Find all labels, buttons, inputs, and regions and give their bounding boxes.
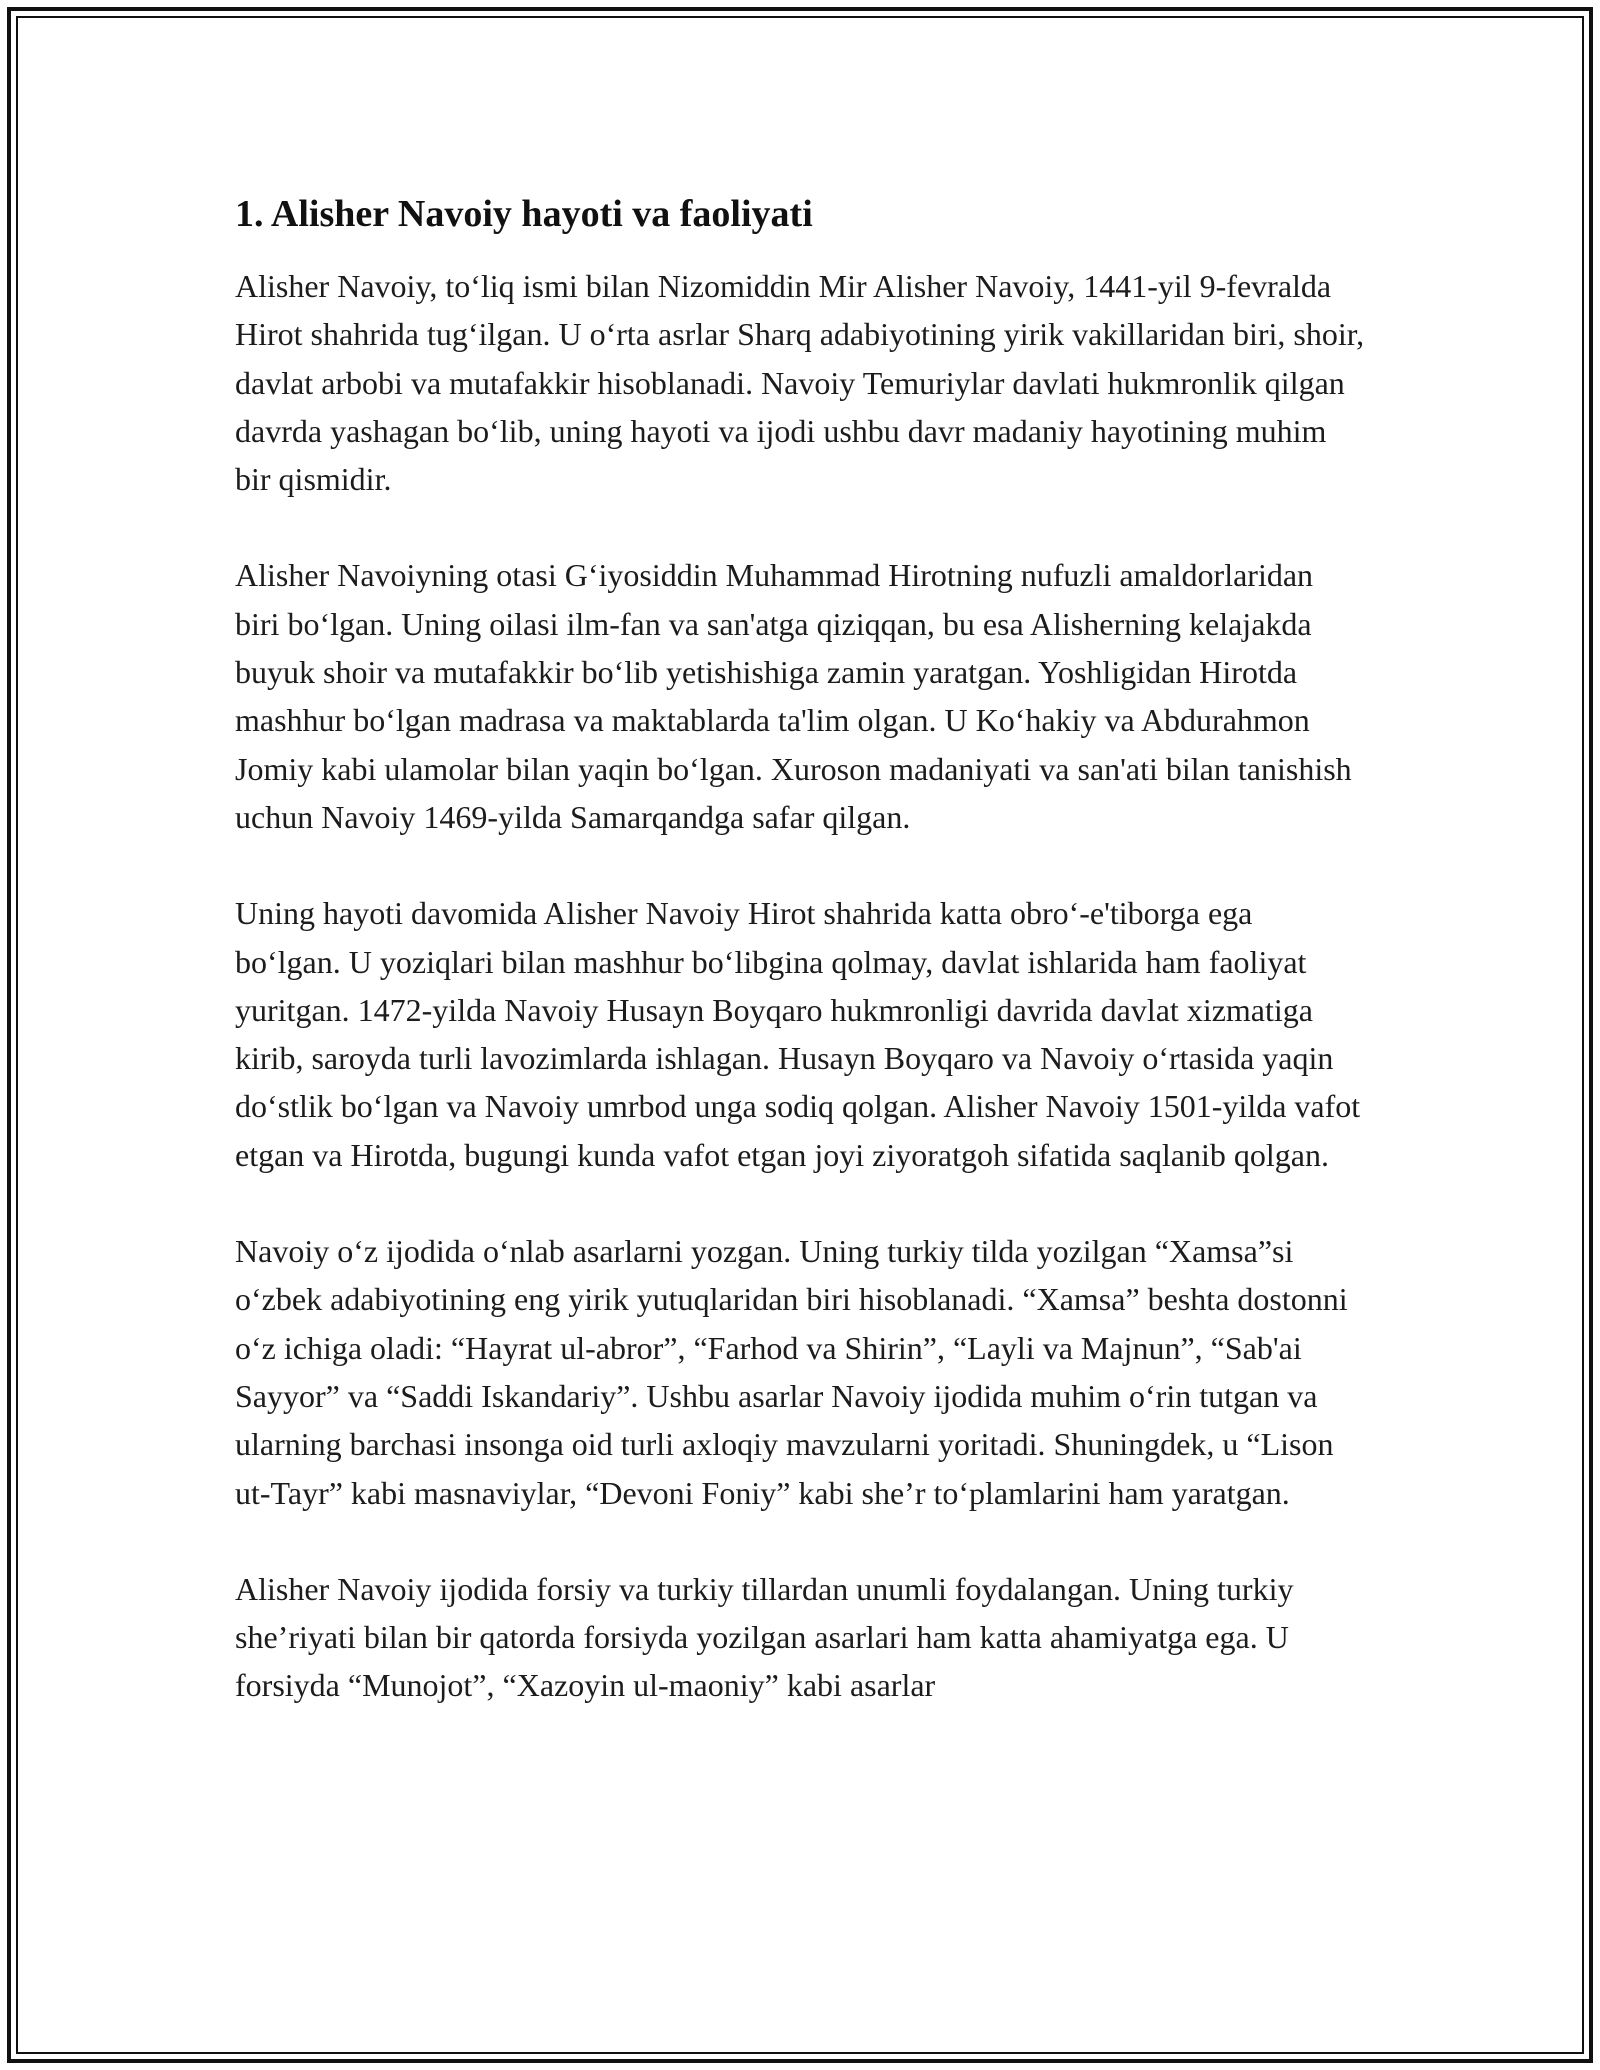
paragraph-1: Alisher Navoiy, to‘liq ismi bilan Nizomiddin Mir Alisher Navoiy, 1441-yil 9-fevralda Hirot shahrida tug‘ilgan. U o‘rta asrlar Sharq adabiyotining yirik vakillaridan biri, shoir, davlat arbobi va mutafakkir hisoblanadi. Navoiy Temuriylar davlati hukmronlik qilgan davrda yashagan bo‘lib, uning hayoti va ijodi ushbu davr madaniy hayotining muhim bir qismidir. bbox=[235, 268, 1365, 498]
document-body bbox=[235, 186, 1365, 1758]
section-title: 1. Alisher Navoiy hayoti va faoliyati bbox=[235, 193, 813, 235]
paragraph-2: Alisher Navoiyning otasi G‘iyosiddin Muhammad Hirotning nufuzli amaldorlaridan biri bo‘lgan. Uning oilasi ilm-fan va san'atga qiziqqan, bu esa Alisherning kelajakda buyuk shoir va mutafakkir bo‘lib yetishishiga zamin yaratgan. Yoshligidan Hirotda mashhur bo‘lgan madrasa va maktablarda ta'lim olgan. U Ko‘hakiy va Abdurahmon Jomiy kabi ulamolar bilan yaqin bo‘lgan. Xuroson madaniyati va san'ati bilan tanishish uchun Navoiy 1469-yilda Samarqandga safar qilgan. bbox=[235, 557, 1352, 835]
paragraph-3: Uning hayoti davomida Alisher Navoiy Hirot shahrida katta obro‘-e'tiborga ega bo‘lgan. U yoziqlari bilan mashhur bo‘libgina qolmay, davlat ishlarida ham faoliyat yuritgan. 1472-yilda Navoiy Husayn Boyqaro hukmronligi davrida davlat xizmatiga kirib, saroyda turli lavozimlarda ishlagan. Husayn Boyqaro va Navoiy o‘rtasida yaqin do‘stlik bo‘lgan va Navoiy umrbod unga sodiq qolgan. Alisher Navoiy 1501-yilda vafot etgan va Hirotda, bugungi kunda vafot etgan joyi ziyoratgoh sifatida saqlanib qolgan. bbox=[235, 895, 1361, 1173]
paragraph-4: Navoiy o‘z ijodida o‘nlab asarlarni yozgan. Uning turkiy tilda yozilgan “Xamsa”si o‘zbek adabiyotining eng yirik yutuqlaridan biri hisoblanadi. “Xamsa” beshta dostonni o‘z ichiga oladi: “Hayrat ul-abror”, “Farhod va Shirin”, “Layli va Majnun”, “Sab'ai Sayyor” va “Saddi Iskandariy”. Ushbu asarlar Navoiy ijodida muhim o‘rin tutgan va ularning barchasi insonga oid turli axloqiy mavzularni yoritadi. Shuningdek, u “Lison ut-Tayr” kabi masnaviylar, “Devoni Foniy” kabi she’r to‘plamlarini ham yaratgan. bbox=[235, 1233, 1348, 1511]
paragraph-5: Alisher Navoiy ijodida forsiy va turkiy tillardan unumli foydalangan. Uning turkiy she’riyati bilan bir qatorda forsiyda yozilgan asarlari ham katta ahamiyatga ega. U forsiyda “Munojot”, “Xazoyin ul-maoniy” kabi asarlar bbox=[235, 1570, 1294, 1704]
